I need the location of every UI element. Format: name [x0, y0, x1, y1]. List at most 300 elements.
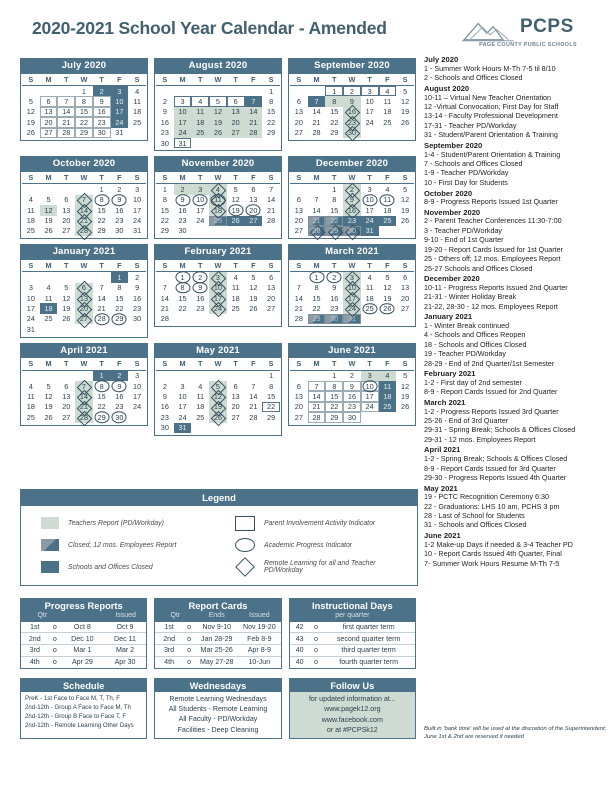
- day-cell: 19: [209, 117, 227, 127]
- note-line: 8-9 - Progress Reports Issued 1st Quarter: [424, 197, 558, 207]
- table-cell: o: [49, 633, 62, 645]
- day-cell: [227, 370, 245, 381]
- day-cell: 8: [314, 283, 319, 293]
- day-cell: [40, 86, 58, 97]
- legend-title: Legend: [21, 490, 417, 506]
- week-row: [290, 86, 414, 97]
- table-cell: 42: [290, 622, 310, 633]
- day-cell: 14: [57, 107, 75, 117]
- wednesdays-box: [154, 678, 281, 739]
- week-row: [22, 226, 146, 236]
- day-cell: [174, 86, 192, 97]
- week-row: [22, 86, 146, 97]
- day-cell: 10: [361, 381, 379, 391]
- day-cell: 30: [115, 226, 124, 236]
- week-row: [290, 303, 414, 313]
- day-cell: 20: [62, 402, 71, 412]
- day-cell: 23: [178, 216, 187, 226]
- weekday-header: T: [93, 260, 111, 272]
- day-cell: 1: [93, 370, 111, 381]
- month-april-2021: [20, 343, 148, 436]
- table-cell: third quarter term: [322, 645, 415, 657]
- table-cell: Mar 25-26: [195, 645, 238, 657]
- legend-column-right: [219, 512, 413, 578]
- day-cell: 26: [249, 304, 258, 314]
- week-row: [22, 272, 146, 283]
- col-qtr: Qtr: [37, 612, 48, 619]
- day-cell: 28: [267, 216, 276, 226]
- day-cell: 27: [40, 128, 58, 138]
- day-cell: 12: [209, 107, 227, 117]
- day-cell: 13: [267, 283, 276, 293]
- table-row: [155, 622, 280, 633]
- day-cell: 17: [133, 205, 142, 215]
- legend-item: [25, 512, 219, 534]
- day-cell: [245, 314, 263, 324]
- table-cell: o: [52, 658, 57, 667]
- day-cell: 13: [294, 205, 303, 215]
- month-october-2020: [20, 156, 148, 239]
- report-cards-title: Report Cards: [155, 599, 280, 612]
- weekday-header: T: [191, 74, 209, 86]
- day-cell: 24: [343, 303, 361, 313]
- day-cell: 20: [294, 402, 303, 412]
- day-cell: 10: [365, 96, 374, 106]
- day-cell: 31: [174, 138, 192, 148]
- day-cell: 6: [64, 381, 69, 391]
- day-cell: 28: [75, 412, 93, 422]
- day-cell: 16: [115, 205, 124, 215]
- day-cell: [128, 412, 146, 422]
- day-cell: 3: [111, 86, 129, 97]
- day-cell: 7: [251, 381, 256, 391]
- day-cell: 10: [174, 107, 192, 117]
- day-cell: 23: [330, 304, 339, 314]
- col-ends: Ends: [208, 612, 225, 619]
- weekday-header: W: [209, 260, 227, 272]
- day-cell: 22: [325, 402, 343, 412]
- day-cell: [290, 272, 308, 283]
- day-cell: 20: [75, 303, 93, 313]
- day-cell: 2: [174, 184, 192, 195]
- day-cell: 27: [245, 216, 263, 226]
- day-cell: 22: [325, 216, 343, 226]
- weekday-header: T: [191, 172, 209, 184]
- progress-reports-subheader: [21, 612, 146, 622]
- day-cell: 2: [191, 272, 209, 283]
- week-row: [290, 96, 414, 106]
- day-cell: 11: [231, 283, 240, 293]
- weekday-header: S: [22, 74, 40, 86]
- day-cell: 23: [160, 412, 169, 422]
- day-cell: 12: [401, 381, 410, 391]
- day-cell: 24: [365, 117, 374, 127]
- day-cell: 14: [245, 107, 263, 117]
- weekday-header: S: [128, 260, 146, 272]
- month-title: March 2021: [288, 244, 416, 260]
- day-cell: 20: [245, 205, 263, 215]
- table-row: [21, 622, 146, 633]
- note-line: 19-20 - Report Cards Issued for 1st Quarter: [424, 244, 564, 254]
- day-cell: 12: [249, 283, 258, 293]
- weekday-header: T: [57, 260, 75, 272]
- day-cell: 22: [312, 304, 321, 314]
- day-cell: 29: [325, 412, 343, 422]
- month-december-2020: [288, 156, 416, 239]
- schedule-lines: [21, 692, 146, 732]
- note-line: 25-26 - End of 3rd Quarter: [424, 415, 509, 425]
- table-cell: o: [313, 658, 318, 667]
- day-cell: 24: [111, 117, 129, 127]
- month-title: December 2020: [288, 156, 416, 172]
- day-cell: 14: [75, 391, 93, 401]
- weekday-header: F: [245, 172, 263, 184]
- day-cell: 8: [93, 195, 111, 205]
- weekday-header: W: [209, 74, 227, 86]
- day-cell: 14: [308, 391, 326, 401]
- table-cell: o: [310, 622, 323, 633]
- day-cell: 11: [209, 195, 227, 205]
- day-cell: 5: [251, 272, 256, 282]
- day-cell: 23: [93, 117, 111, 127]
- month-august-2020: [154, 58, 282, 151]
- note-month-heading: June 2021: [424, 531, 461, 541]
- weekday-header: T: [361, 358, 379, 370]
- day-cell: 2: [325, 272, 343, 283]
- day-cell: 8: [174, 283, 192, 293]
- circle-outline-icon: [235, 538, 255, 552]
- day-cell: 25: [191, 128, 209, 138]
- day-cell: [191, 314, 209, 324]
- day-cell: 31: [26, 324, 35, 334]
- day-cell: 8: [117, 283, 122, 293]
- day-cell: 3: [209, 272, 227, 283]
- progress-reports-table: [20, 598, 147, 669]
- month-title: April 2021: [20, 343, 148, 359]
- week-row: [22, 293, 146, 303]
- day-cell: 25: [361, 303, 379, 313]
- day-cell: [75, 184, 93, 195]
- note-line: 9-10 - End of 1st Quarter: [424, 235, 504, 245]
- week-row: [22, 117, 146, 127]
- week-row: [156, 423, 280, 433]
- day-cell: 30: [178, 226, 187, 236]
- week-row: [290, 117, 414, 127]
- week-row: [290, 107, 414, 117]
- day-cell: 10: [133, 195, 142, 205]
- day-cell: [209, 86, 227, 97]
- day-cell: 7: [75, 195, 93, 205]
- day-cell: [262, 138, 280, 148]
- weekday-header: T: [191, 260, 209, 272]
- day-cell: 27: [294, 226, 303, 236]
- day-cell: 9: [162, 391, 167, 401]
- weekday-header: F: [111, 358, 129, 370]
- table-row: [21, 656, 146, 667]
- day-cell: 1: [332, 184, 337, 194]
- day-cell: 29: [325, 226, 343, 236]
- notes-column: [424, 54, 608, 569]
- info-tables-row: [20, 678, 416, 739]
- weekday-header: M: [174, 260, 192, 272]
- day-cell: [75, 370, 93, 381]
- day-cell: 16: [343, 205, 361, 215]
- col-issued: Issued: [115, 612, 136, 619]
- weekday-header: F: [245, 358, 263, 370]
- day-cell: [209, 423, 227, 433]
- table-cell: 2nd: [21, 633, 49, 645]
- weekday-header: F: [111, 74, 129, 86]
- day-cell: [191, 138, 209, 148]
- day-cell: 28: [294, 314, 303, 324]
- day-cell: 25: [209, 216, 227, 226]
- table-cell: Apr 29: [71, 658, 93, 667]
- info-line: for updated information at...: [308, 695, 396, 704]
- weekday-header: S: [156, 260, 174, 272]
- week-row: [156, 86, 280, 97]
- day-cell: [209, 226, 227, 236]
- col-spacer: [64, 612, 105, 619]
- day-cell: 9: [162, 107, 167, 117]
- day-cell: [22, 184, 40, 195]
- day-cell: 20: [227, 117, 245, 127]
- day-cell: 2: [117, 184, 122, 194]
- day-cell: 2: [111, 370, 129, 381]
- day-cell: 26: [401, 117, 410, 127]
- table-cell: Oct 9: [104, 622, 147, 633]
- note-line: 29-31 - Spring Break; Schools & Offices Closed: [424, 425, 576, 435]
- day-cell: 16: [343, 107, 361, 117]
- day-cell: 24: [209, 303, 227, 313]
- table-cell: 3rd: [155, 645, 183, 657]
- day-cell: 29: [308, 314, 326, 324]
- weekday-header: S: [290, 74, 308, 86]
- day-cell: 26: [209, 412, 227, 422]
- wednesdays-lines: [155, 692, 280, 737]
- day-cell: 14: [267, 195, 276, 205]
- day-cell: [361, 412, 379, 422]
- day-cell: 30: [160, 138, 169, 148]
- day-cell: 14: [75, 205, 93, 215]
- day-cell: 26: [401, 402, 410, 412]
- table-cell: Dec 10: [61, 633, 104, 645]
- day-cell: 23: [133, 304, 142, 314]
- table-cell: 10-Jun: [248, 658, 271, 667]
- day-cell: 1: [174, 272, 192, 283]
- day-cell: 31: [343, 314, 361, 324]
- note-line: 21-22, 28-30 - 12 mos. Employees Report: [424, 301, 558, 311]
- weekday-header: T: [325, 358, 343, 370]
- day-cell: 26: [209, 128, 227, 138]
- weekday-header: T: [57, 358, 75, 370]
- week-row: [290, 283, 414, 293]
- week-row: [156, 370, 280, 381]
- day-cell: 13: [294, 107, 303, 117]
- table-cell: o: [49, 622, 62, 633]
- weekday-header: T: [361, 74, 379, 86]
- month-september-2020: [288, 58, 416, 151]
- weekday-header: T: [325, 74, 343, 86]
- table-cell: 1st: [21, 622, 49, 633]
- table-cell: o: [310, 633, 323, 645]
- day-cell: 27: [75, 314, 93, 324]
- day-cell: 6: [403, 272, 408, 282]
- day-cell: 6: [233, 381, 238, 391]
- progress-reports-body: [21, 622, 146, 668]
- day-cell: 6: [227, 96, 245, 106]
- day-cell: [191, 370, 209, 381]
- day-cell: [227, 314, 245, 324]
- weekday-header: F: [245, 74, 263, 86]
- info-line: 2nd-12th - Group A Face to Face M, Th: [25, 703, 131, 711]
- day-cell: 5: [64, 283, 69, 293]
- day-cell: [40, 370, 58, 381]
- week-row: [156, 391, 280, 401]
- day-cell: [128, 128, 146, 138]
- weekday-header: T: [325, 260, 343, 272]
- table-cell: o: [183, 633, 196, 645]
- note-line: 1 - Summer Work Hours M-Th 7-5 til 8/10: [424, 63, 556, 73]
- day-cell: [209, 314, 227, 324]
- day-cell: 18: [383, 107, 392, 117]
- weekday-header: W: [209, 172, 227, 184]
- day-cell: 13: [40, 107, 58, 117]
- day-cell: 17: [361, 391, 379, 401]
- day-cell: 9: [343, 195, 361, 205]
- weekday-header: W: [75, 260, 93, 272]
- day-cell: 17: [178, 402, 187, 412]
- day-cell: 21: [97, 304, 106, 314]
- note-month-heading: July 2020: [424, 55, 459, 65]
- week-row: [22, 96, 146, 106]
- day-cell: 24: [178, 412, 187, 422]
- table-cell: Mar 2: [104, 645, 147, 657]
- week-row: [22, 324, 146, 334]
- weekday-header: S: [22, 260, 40, 272]
- day-cell: 17: [174, 117, 192, 127]
- day-cell: 29: [75, 128, 93, 138]
- page-header: [0, 18, 612, 58]
- day-cell: 15: [330, 107, 339, 117]
- day-cell: 11: [383, 96, 392, 106]
- day-cell: 1: [325, 86, 343, 97]
- day-cell: [361, 314, 379, 324]
- note-line: 8-9 - Report Cards Issued for 2nd Quarter: [424, 387, 558, 397]
- info-line: 2nd-12th - Group B Face to Face T, F: [25, 712, 127, 720]
- day-cell: [308, 86, 326, 97]
- note-line: 1-2 Make-up Days if needed & 3-4 Teacher PD: [424, 539, 573, 549]
- report-cards-table: [154, 598, 281, 669]
- day-cell: 21: [267, 205, 276, 215]
- note-month-heading: December 2020: [424, 274, 480, 284]
- weekday-header: F: [379, 358, 397, 370]
- weekday-header: S: [156, 172, 174, 184]
- table-cell: o: [49, 645, 62, 657]
- square-outline-icon: [235, 516, 255, 531]
- day-cell: 25: [231, 304, 240, 314]
- week-row: [156, 205, 280, 215]
- week-row: [22, 412, 146, 422]
- day-cell: 6: [64, 195, 69, 205]
- note-month-heading: January 2021: [424, 312, 473, 322]
- weekday-header: F: [111, 260, 129, 272]
- weekday-header: T: [93, 172, 111, 184]
- note-line: 4 - Schools and Offices Reopen: [424, 330, 526, 340]
- note-line: 10 - First Day for Students: [424, 177, 508, 187]
- day-cell: 1: [269, 371, 274, 381]
- table-cell: first quarter term: [322, 622, 415, 633]
- day-cell: 12: [62, 293, 71, 303]
- day-cell: 7: [308, 96, 326, 106]
- calendar-row: [20, 156, 418, 239]
- day-cell: [245, 86, 263, 97]
- week-row: [290, 226, 414, 236]
- day-cell: 16: [343, 391, 361, 401]
- weekday-header: S: [262, 358, 280, 370]
- day-cell: 20: [231, 402, 240, 412]
- note-line: 10-11 – Virtual New Teacher Orientation: [424, 92, 552, 102]
- day-cell: 7: [245, 96, 263, 106]
- week-row: [290, 314, 414, 324]
- day-cell: 13: [75, 293, 93, 303]
- day-cell: 16: [330, 293, 339, 303]
- day-cell: [227, 138, 245, 148]
- day-cell: 25: [383, 117, 392, 127]
- weekday-header: M: [308, 172, 326, 184]
- day-cell: [379, 314, 397, 324]
- day-cell: 16: [133, 293, 142, 303]
- day-cell: [191, 86, 209, 97]
- day-cell: [245, 138, 263, 148]
- day-cell: 4: [46, 283, 51, 293]
- day-cell: 3: [361, 86, 379, 97]
- day-cell: 28: [245, 128, 263, 138]
- week-row: [156, 107, 280, 117]
- note-month-heading: April 2021: [424, 445, 461, 455]
- day-cell: 4: [379, 86, 397, 97]
- weekday-header: S: [290, 358, 308, 370]
- weekday-header: T: [361, 172, 379, 184]
- weekday-header: S: [262, 260, 280, 272]
- day-cell: 25: [26, 412, 35, 422]
- day-cell: 3: [343, 272, 361, 283]
- calendar-row: [20, 244, 418, 337]
- day-cell: [22, 272, 40, 283]
- day-cell: 6: [75, 283, 93, 293]
- weekday-header: T: [57, 172, 75, 184]
- day-cell: 11: [44, 293, 53, 303]
- day-cell: 14: [249, 391, 258, 401]
- day-cell: 11: [379, 195, 397, 205]
- note-line: 1-2 - Progress Reports Issued 3rd Quarter: [424, 406, 559, 416]
- legend-item-label: Parent Involvement Activity Indicator: [264, 519, 376, 527]
- note-line: 25-27 Schools and Offices Closed: [424, 263, 533, 273]
- week-row: [156, 117, 280, 127]
- week-row: [290, 184, 414, 195]
- day-cell: 19: [401, 205, 410, 215]
- day-cell: 17: [196, 205, 205, 215]
- day-cell: 24: [196, 216, 205, 226]
- logo-wordmark: PCPS: [520, 16, 574, 37]
- day-cell: 3: [28, 283, 33, 293]
- day-cell: 1: [81, 86, 86, 96]
- day-cell: 8: [162, 195, 167, 205]
- mountain-icon: [462, 18, 516, 42]
- day-cell: 7: [75, 381, 93, 391]
- day-cell: [174, 370, 192, 381]
- month-title: October 2020: [20, 156, 148, 172]
- note-line: 25 - Others off; 12 mos. Employees Report: [424, 254, 561, 264]
